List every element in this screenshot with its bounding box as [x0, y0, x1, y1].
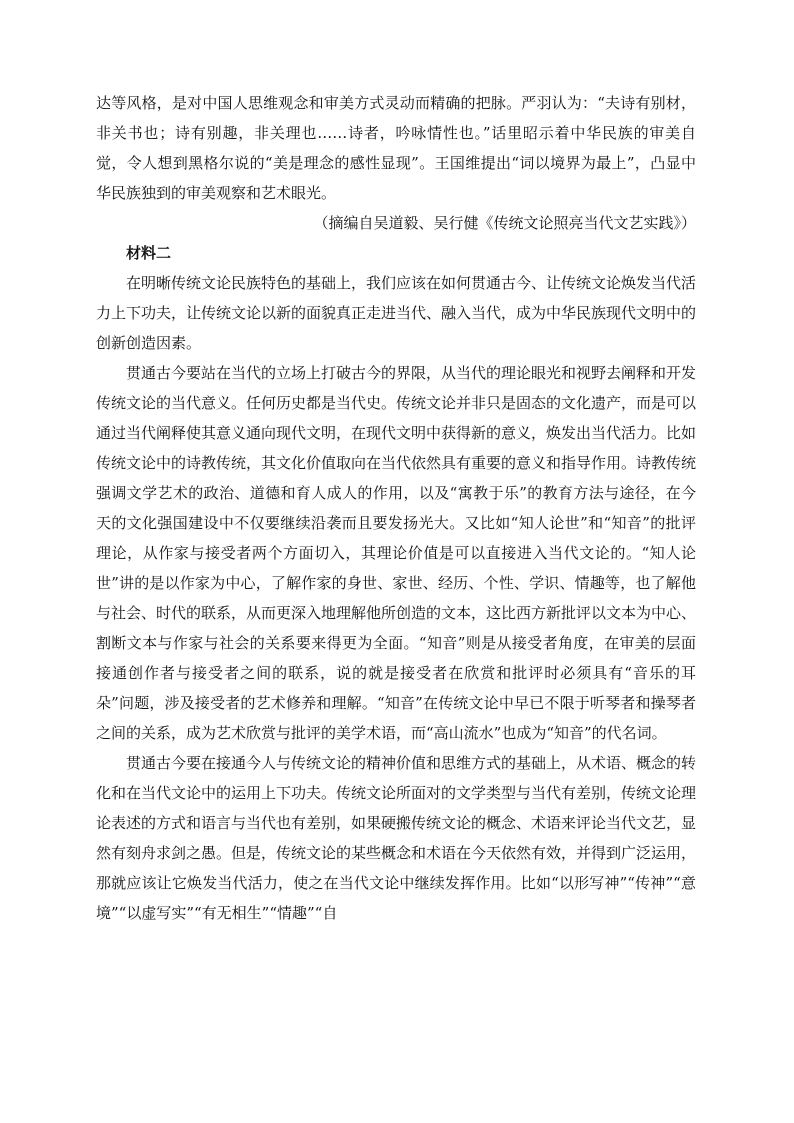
source-citation: （摘编自吴道毅、吴行健《传统文论照亮当代文艺实践》） — [313, 214, 696, 232]
material2-paragraph-3: 贯通古今要在接通今人与传统文论的精神价值和思维方式的基础上，从术语、概念的转化和在当代文论中的运用上下功夫。传统文论所面对的文学类型与当代有差别，传统文论理论表述的方式和语言与当代也有差别，如果硬搬传统文论的概念、术语来评论当代文艺，显然有刻舟求剑之愚。但是，传统文论的某些概念和术语在今天依然有效，并得到广泛运用，那就应该让它焕发当代活力，使之在当代文论中继续发挥作用。比如“以形写神”“传神”“意境”“以虚写实”“有无相生”“情趣”“自 — [96, 754, 697, 922]
material1-tail-paragraph: 达等风格，是对中国人思维观念和审美方式灵动而精确的把脉。严羽认为：“夫诗有别材，非关书也；诗有别趣，非关理也……诗者，吟咏情性也。”话里昭示着中华民族的审美自觉，令人想到黑格尔说的“美是理念的感性显现”。王国维提出“词以境界为最上”，凸显中华民族独到的审美观察和艺术眼光。 — [96, 94, 696, 202]
document-page — [96, 88, 696, 928]
material2-paragraph-2: 贯通古今要站在当代的立场上打破古今的界限，从当代的理论眼光和视野去阐释和开发传统文论的当代意义。任何历史都是当代史。传统文论并非只是固态的文化遗产，而是可以通过当代阐释使其意义通向现代文明，在现代文明中获得新的意义，焕发出当代活力。比如传统文论中的诗教传统，其文化价值取向在当代依然具有重要的意义和指导作用。诗教传统强调文学艺术的政治、道德和育人成人的作用，以及“寓教于乐”的教育方法与途径，在今天的文化强国建设中不仅要继续沿袭而且要发扬光大。又比如“知人论世”和“知音”的批评理论，从作家与接受者两个方面切入，其理论价值是可以直接进入当代文论的。“知人论世”讲的是以作家为中心，了解作家的身世、家世、经历、个性、学识、情趣等，也了解他与社会、时代的联系，从而更深入地理解他所创造的文本，这比西方新批评以文本为中心、割断文本与作家与社会的关系要来得更为全面。“知音”则是从接受者角度，在审美的层面接通创作者与接受者之间的联系，说的就是接受者在欣赏和批评时必须具有“音乐的耳朵”问题，涉及接受者的艺术修养和理解。“知音”在传统文论中早已不限于听琴者和操琴者之间的关系，成为艺术欣赏与批评的美学术语，而“高山流水”也成为“知音”的代名词。 — [96, 364, 697, 742]
material2-heading: 材料二 — [126, 244, 172, 262]
material2-paragraph-1: 在明晰传统文论民族特色的基础上，我们应该在如何贯通古今、让传统文论焕发当代活力上下功夫，让传统文论以新的面貌真正走进当代、融入当代，成为中华民族现代文明中的创新创造因素。 — [96, 274, 697, 352]
